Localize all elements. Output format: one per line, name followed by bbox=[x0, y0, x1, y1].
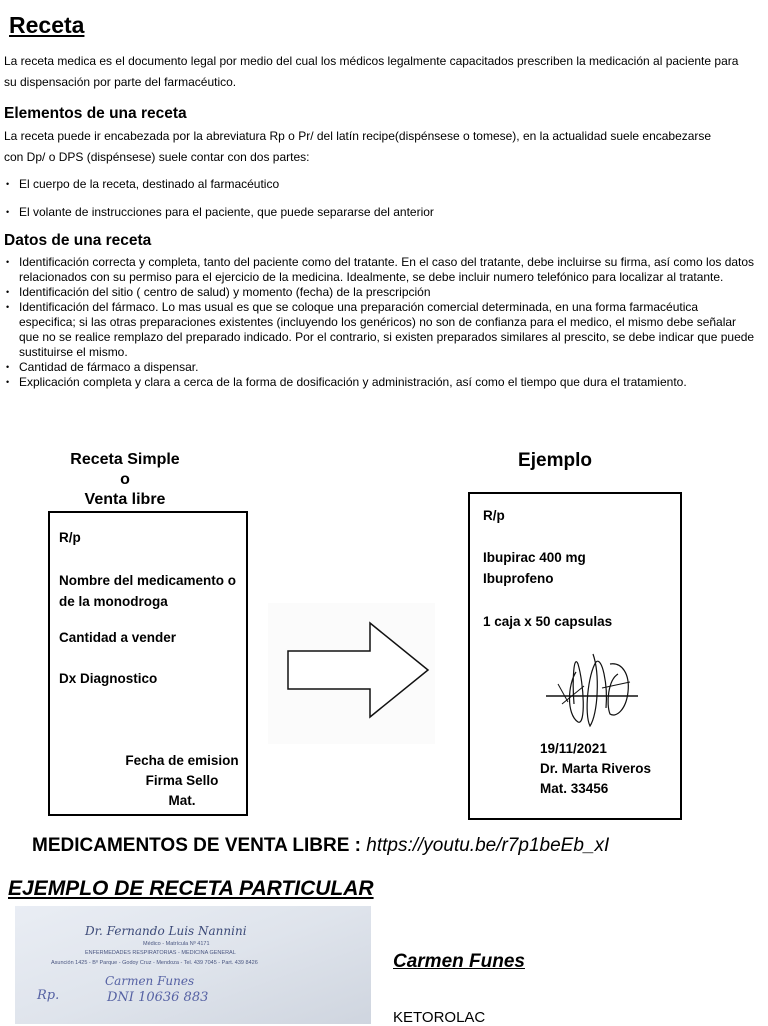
list-item: • Identificación del sitio ( centro de salud) y momento (fecha) de la prescripción bbox=[4, 285, 756, 300]
photo-line: Médico - Matrícula Nº 4171 bbox=[143, 941, 210, 947]
rp-label: R/p bbox=[59, 530, 81, 545]
particular-heading: EJEMPLO DE RECETA PARTICULAR bbox=[8, 877, 374, 900]
receta-simple-box bbox=[48, 511, 248, 816]
ejemplo-box bbox=[468, 492, 682, 820]
caption-line: Venta libre bbox=[84, 491, 166, 508]
photo-line: Asunción 1425 - Bº Parque - Godoy Cruz - Mendoza - Tel. 439 7045 - Part. 439 8426 bbox=[51, 960, 258, 966]
list-item: • Identificación del fármaco. Lo mas usual es que se coloque una preparación comercial determinada, en una forma farmacéutica especifica; si las otras preparaciones existentes (incluyendo los genéricos) no son de confianza para el medico, el mismo debe señalar que no se realice remplazo del preparado indicado. Por el contrario, si existen preparados similares al prescito, se debe indicar que puede sustituirse el mismo. bbox=[4, 300, 756, 360]
firma-block bbox=[112, 751, 252, 811]
photo-doctor-name: Dr. Fernando Luis Nannini bbox=[85, 924, 247, 938]
drug-label: KETOROLAC bbox=[393, 1009, 486, 1026]
photo-handwritten-dni: DNI 10636 883 bbox=[107, 990, 209, 1005]
elementos-heading: Elementos de una receta bbox=[4, 105, 187, 122]
list-item: • El volante de instrucciones para el paciente, que puede separarse del anterior bbox=[4, 205, 744, 220]
elementos-list bbox=[4, 177, 744, 220]
caption-line: Receta Simple bbox=[70, 451, 180, 468]
prescription-photo bbox=[15, 906, 371, 1024]
quantity: 1 caja x 50 capsulas bbox=[483, 614, 613, 629]
generic-name: Ibuprofeno bbox=[483, 571, 554, 586]
field-line: Fecha de emision bbox=[125, 753, 239, 768]
page-title: Receta bbox=[9, 12, 85, 38]
datos-heading: Datos de una receta bbox=[4, 232, 152, 249]
field-line: de la monodroga bbox=[59, 594, 168, 609]
list-item: • Identificación correcta y completa, tanto del paciente como del tratante. En el caso del tratante, debe incluirse su firma, así como los datos relacionados con su permiso para el ejercicio de la medicina. Idealmente, se debe incluir numero telefónico para localizar al tratante. bbox=[4, 255, 756, 285]
photo-handwritten-name: Carmen Funes bbox=[105, 974, 195, 988]
doctor-block bbox=[540, 739, 651, 799]
prescription-date: 19/11/2021 bbox=[540, 741, 607, 756]
medicamento-field bbox=[59, 570, 236, 612]
arrow-graphic bbox=[268, 603, 435, 744]
video-link-line bbox=[32, 835, 609, 857]
photo-rp: Rp. bbox=[37, 988, 60, 1003]
arrow-right-icon bbox=[268, 603, 435, 744]
field-line: Nombre del medicamento o bbox=[59, 573, 237, 588]
list-item: • Explicación completa y clara a cerca de la forma de dosificación y administración, así como el tiempo que dura el tratamiento. bbox=[4, 375, 756, 390]
video-link[interactable]: https://youtu.be/r7p1beEb_xI bbox=[366, 835, 610, 856]
doctor-name: Dr. Marta Riveros bbox=[540, 761, 652, 776]
drug-name: Ibupirac 400 mg bbox=[483, 550, 586, 565]
diagnostico-field: Dx Diagnostico bbox=[59, 671, 158, 686]
rp-label: R/p bbox=[483, 508, 505, 523]
elementos-paragraph: La receta puede ir encabezada por la abreviatura Rp o Pr/ del latín recipe(dispénsese o tomese), en la actualidad suele encabezarse con Dp/ o DPS (dispénsese) suele contar con dos partes: bbox=[4, 129, 712, 164]
list-item: • Cantidad de fármaco a dispensar. bbox=[4, 360, 756, 375]
photo-line: ENFERMEDADES RESPIRATORIAS - MEDICINA GENERAL bbox=[85, 950, 236, 956]
cantidad-field: Cantidad a vender bbox=[59, 630, 177, 645]
list-item: • El cuerpo de la receta, destinado al farmacéutico bbox=[4, 177, 744, 192]
datos-list bbox=[4, 255, 756, 390]
link-label: MEDICAMENTOS DE VENTA LIBRE : bbox=[32, 835, 361, 856]
patient-name: Carmen Funes bbox=[393, 951, 525, 972]
ejemplo-caption: Ejemplo bbox=[518, 450, 592, 471]
field-line: Firma Sello bbox=[145, 773, 219, 788]
receta-simple-caption bbox=[40, 450, 210, 510]
intro-paragraph: La receta medica es el documento legal por medio del cual los médicos legalmente capacitados prescriben la medicación al paciente para su dispensación por parte del farmacéutico. bbox=[4, 54, 739, 89]
signature-scribble bbox=[538, 644, 648, 739]
caption-line: o bbox=[120, 471, 130, 488]
field-line: Mat. bbox=[168, 793, 196, 808]
matricula: Mat. 33456 bbox=[540, 781, 609, 796]
